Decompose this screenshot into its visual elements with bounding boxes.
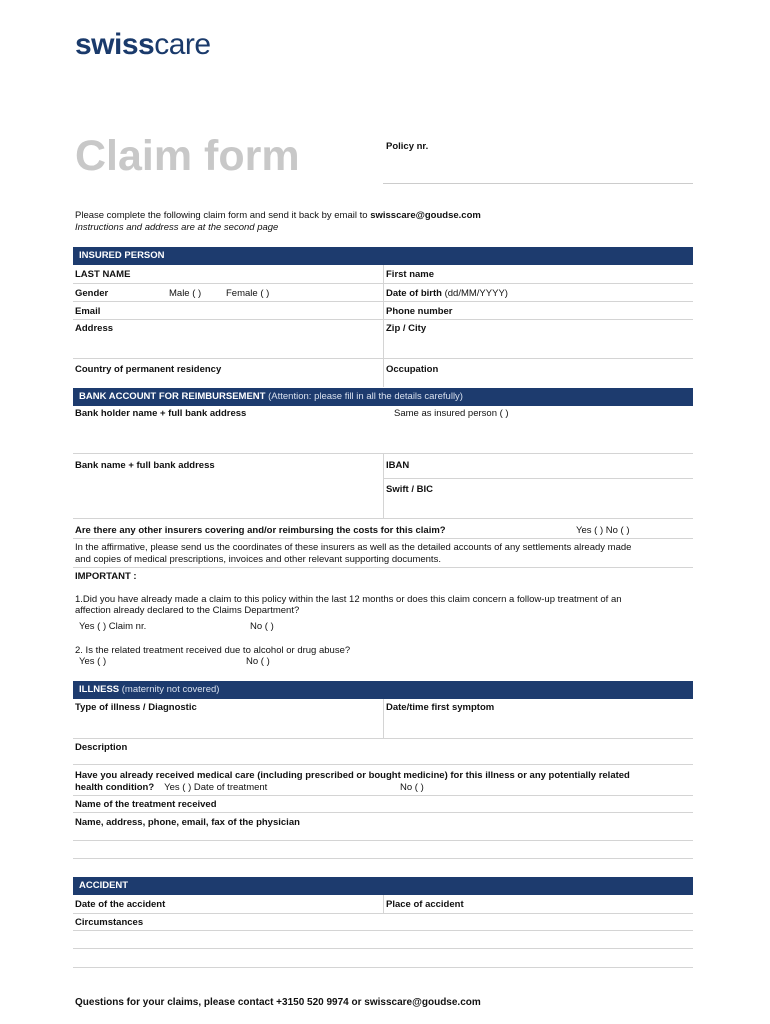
- section-illness: ILLNESS (maternity not covered): [73, 681, 693, 699]
- section-bank-account: BANK ACCOUNT FOR REIMBURSEMENT (Attention: please fill in all the details carefully): [73, 388, 693, 406]
- male-option[interactable]: Male ( ): [169, 288, 202, 299]
- page-title: Claim form: [75, 132, 300, 180]
- accident-place-label: Place of accident: [386, 899, 464, 910]
- zip-city-label: Zip / City: [386, 323, 427, 334]
- question-1-line2: affection already declared to the Claims Department?: [75, 605, 300, 616]
- email-label: Email: [75, 306, 101, 317]
- address-label: Address: [75, 323, 114, 334]
- phone-label: Phone number: [386, 306, 453, 317]
- circumstances-label: Circumstances: [75, 917, 144, 928]
- bank-holder-label: Bank holder name + full bank address: [75, 408, 247, 419]
- policy-input-line[interactable]: [383, 183, 693, 184]
- medical-care-yes[interactable]: Yes ( ) Date of treatment: [164, 782, 268, 793]
- affirmative-text-1: In the affirmative, please send us the coordinates of these insurers as well as the detailed accounts of any settlements already made: [75, 542, 632, 553]
- intro-text: Please complete the following claim form and send it back by email to swisscare@goudse.com: [75, 210, 481, 221]
- medical-care-question-1: Have you already received medical care (including prescribed or bought medicine) for this illness or any potentially related: [75, 770, 630, 781]
- country-label: Country of permanent residency: [75, 364, 222, 375]
- physician-label: Name, address, phone, email, fax of the physician: [75, 817, 300, 828]
- same-as-insured-option[interactable]: Same as insured person ( ): [394, 408, 509, 419]
- important-label: IMPORTANT :: [75, 571, 137, 582]
- medical-care-no[interactable]: No ( ): [400, 782, 424, 793]
- question-2-no[interactable]: No ( ): [246, 656, 270, 667]
- policy-label: Policy nr.: [386, 141, 429, 152]
- section-insured-person: INSURED PERSON: [73, 247, 693, 265]
- occupation-label: Occupation: [386, 364, 439, 375]
- affirmative-text-2: and copies of medical prescriptions, invoices and other relevant supporting documents.: [75, 554, 441, 565]
- intro-instructions: Instructions and address are at the second page: [75, 222, 279, 233]
- question-1-no[interactable]: No ( ): [250, 621, 274, 632]
- illness-type-label: Type of illness / Diagnostic: [75, 702, 197, 713]
- bank-name-label: Bank name + full bank address: [75, 460, 215, 471]
- intro-email[interactable]: swisscare@goudse.com: [370, 210, 481, 221]
- accident-date-label: Date of the accident: [75, 899, 166, 910]
- first-symptom-label: Date/time first symptom: [386, 702, 495, 713]
- section-accident: ACCIDENT: [73, 877, 693, 895]
- medical-care-question-2: health condition? Yes ( ) Date of treatment: [75, 782, 268, 793]
- treatment-name-label: Name of the treatment received: [75, 799, 217, 810]
- question-1-line1: 1.Did you have already made a claim to this policy within the last 12 months or does this claim concern a follow-up treatment of an: [75, 594, 622, 605]
- description-label: Description: [75, 742, 128, 753]
- question-2-yes[interactable]: Yes ( ): [79, 656, 107, 667]
- swift-label: Swift / BIC: [386, 484, 433, 495]
- swisscare-logo: swisscare: [75, 28, 211, 61]
- question-1-yes[interactable]: Yes ( ) Claim nr.: [79, 621, 147, 632]
- other-insurers-question: Are there any other insurers covering and/or reimbursing the costs for this claim?: [75, 525, 446, 536]
- iban-label: IBAN: [386, 460, 410, 471]
- female-option[interactable]: Female ( ): [226, 288, 270, 299]
- last-name-label: LAST NAME: [75, 269, 131, 280]
- first-name-label: First name: [386, 269, 435, 280]
- dob-label: Date of birth (dd/MM/YYYY): [386, 288, 508, 299]
- gender-label: Gender: [75, 288, 109, 299]
- other-insurers-yes-no[interactable]: Yes ( ) No ( ): [576, 525, 630, 536]
- question-2: 2. Is the related treatment received due to alcohol or drug abuse?: [75, 645, 351, 656]
- footer-contact: Questions for your claims, please contact +3150 520 9974 or swisscare@goudse.com: [75, 997, 481, 1008]
